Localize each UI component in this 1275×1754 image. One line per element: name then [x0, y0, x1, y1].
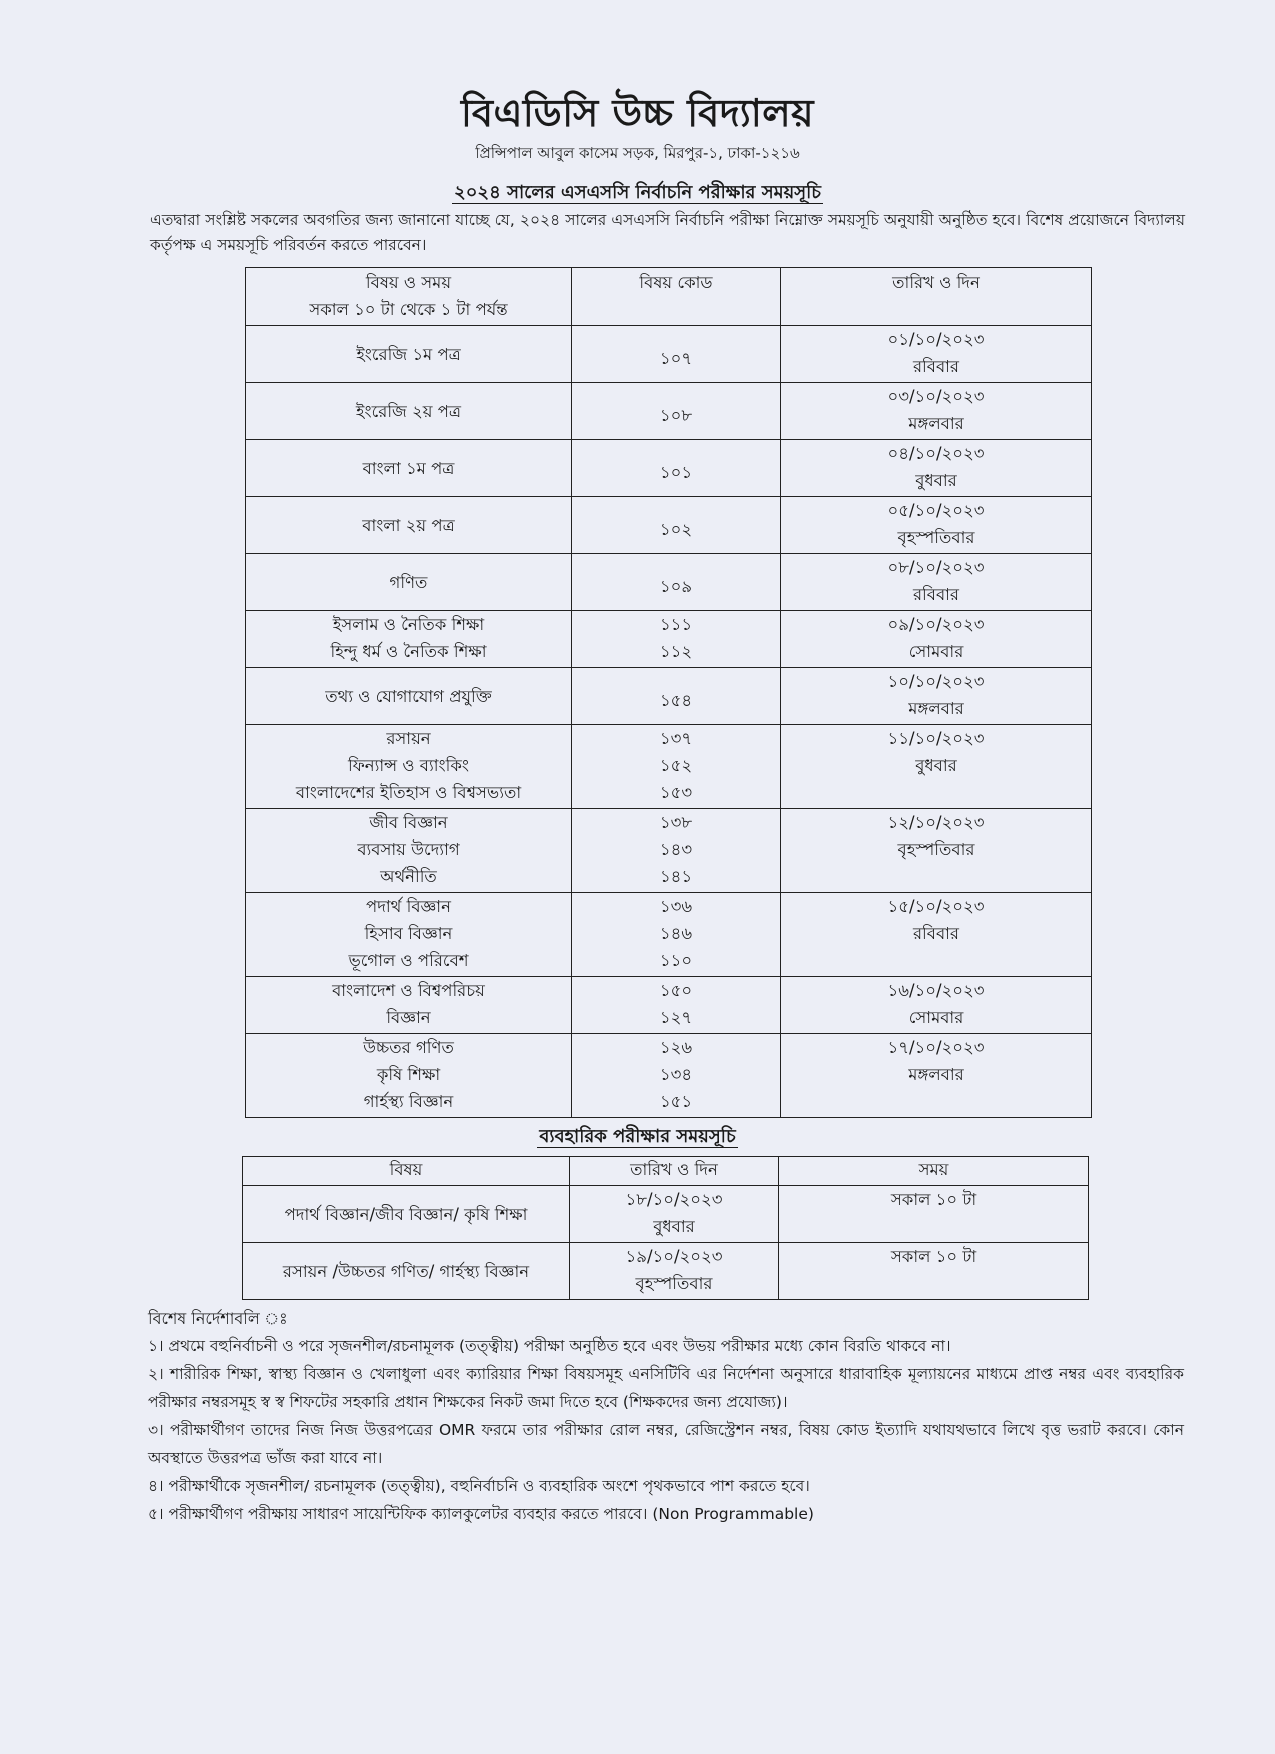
exam-subject: তথ্য ও যোগাযোগ প্রযুক্তি: [325, 686, 492, 706]
exam-subject: বাংলা ২য় পত্র: [362, 515, 455, 535]
header-subject-line2: সকাল ১০ টা থেকে ১ টা পর্যন্ত: [309, 300, 508, 319]
exam-subject: কৃষি শিক্ষা: [376, 1065, 441, 1084]
exam-code: ১২৬: [659, 1038, 693, 1057]
exam-row: [246, 554, 1092, 611]
exam-code: ১৩৪: [659, 1065, 693, 1084]
exam-date: ০৮/১০/২০২৩: [887, 558, 985, 577]
practical-subject: রসায়ন /উচ্চতর গণিত/ গার্হস্থ্য বিজ্ঞান: [243, 1243, 570, 1300]
practical-row: [243, 1186, 1089, 1243]
exam-date-cell: [781, 611, 1092, 668]
exam-code-cell: [572, 809, 781, 893]
practical-title-text: ব্যবহারিক পরীক্ষার সময়সূচি: [539, 1126, 736, 1147]
exam-row: [246, 440, 1092, 497]
exam-subject: অর্থনীতি: [380, 867, 437, 886]
exam-date: ০৩/১০/২০২৩: [887, 387, 985, 406]
exam-code: ১০৭: [659, 348, 693, 368]
exam-subject-cell: [246, 809, 572, 893]
exam-row: [246, 809, 1092, 893]
exam-subject-cell: [246, 554, 572, 611]
exam-code: ১১০: [659, 951, 693, 970]
exam-date: ১০/১০/২০২৩: [887, 672, 985, 691]
exam-row: [246, 893, 1092, 977]
exam-code: ১৫৩: [659, 783, 693, 802]
exam-row: [246, 611, 1092, 668]
school-address: প্রিন্সিপাল আবুল কাসেম সড়ক, মিরপুর-১, ঢাকা-১২১৬: [475, 144, 800, 162]
exam-row: [246, 668, 1092, 725]
practical-title: [0, 1122, 1275, 1153]
exam-row: [246, 326, 1092, 383]
exam-day: বুধবার: [915, 756, 957, 775]
exam-row: [246, 1034, 1092, 1118]
instructions-list: [148, 1332, 1184, 1528]
exam-code: ১৩৭: [659, 729, 693, 748]
instruction-item: ৩। পরীক্ষার্থীগণ তাদের নিজ নিজ উত্তরপত্রের OMR ফরমে তার পরীক্ষার রোল নম্বর, রেজিস্ট্রেশন নম্বর, বিষয় কোড ইত্যাদি যথাযথভাবে লিখে বৃত্ত ভরাট করবে। কোন অবস্থাতে উত্তরপত্র ভাঁজ করা যাবে না।: [148, 1421, 1184, 1467]
header-date: তারিখ ও দিন: [781, 268, 1092, 326]
practical-header-subject: বিষয়: [243, 1157, 570, 1186]
exam-subject-cell: [246, 326, 572, 383]
exam-date-cell: [781, 668, 1092, 725]
exam-code-cell: [572, 1034, 781, 1118]
practical-date: ১৮/১০/২০২৩: [625, 1190, 723, 1209]
exam-subject: ইংরেজি ১ম পত্র: [356, 344, 461, 364]
exam-date-cell: [781, 554, 1092, 611]
exam-subject: ফিন্যান্স ও ব্যাংকিং: [347, 756, 470, 775]
exam-date-cell: [781, 326, 1092, 383]
exam-date: ০৯/১০/২০২৩: [887, 615, 985, 634]
exam-code: ১২৭: [659, 1008, 693, 1027]
exam-date: ১৬/১০/২০২৩: [887, 981, 985, 1000]
schedule-title: [0, 178, 1275, 209]
exam-subject: বাংলাদেশের ইতিহাস ও বিশ্বসভ্যতা: [295, 783, 522, 802]
exam-date-cell: [781, 497, 1092, 554]
exam-code: ১০২: [659, 519, 693, 539]
intro-paragraph: এতদ্বারা সংশ্লিষ্ট সকলের অবগতির জন্য জানানো যাচ্ছে যে, ২০২৪ সালের এসএসসি নির্বাচনি পরীক্ষা নিম্নোক্ত সময়সূচি অনুযায়ী অনুষ্ঠিত হবে। বিশেষ প্রয়োজনে বিদ্যালয় কর্তৃপক্ষ এ সময়সূচি পরিবর্তন করতে পারবেন।: [150, 211, 1185, 254]
exam-subject-cell: [246, 1034, 572, 1118]
exam-day: বুধবার: [915, 471, 957, 490]
exam-subject: ইসলাম ও নৈতিক শিক্ষা: [332, 615, 485, 634]
exam-code-cell: [572, 611, 781, 668]
exam-day: মঙ্গলবার: [908, 1065, 964, 1084]
exam-date: ১৫/১০/২০২৩: [887, 897, 985, 916]
exam-code: ১৫১: [659, 1092, 693, 1111]
exam-date-cell: [781, 809, 1092, 893]
exam-code: ১০৮: [659, 405, 693, 425]
exam-subject-cell: [246, 611, 572, 668]
practical-header-time: সময়: [779, 1157, 1089, 1186]
exam-day: বৃহস্পতিবার: [897, 528, 975, 547]
exam-code-cell: [572, 668, 781, 725]
exam-date: ১৭/১০/২০২৩: [887, 1038, 985, 1057]
exam-day: রবিবার: [912, 585, 960, 604]
exam-code-cell: [572, 326, 781, 383]
exam-subject-cell: [246, 977, 572, 1034]
practical-day: বুধবার: [653, 1217, 695, 1236]
school-name: বিএডিসি উচ্চ বিদ্যালয়: [460, 91, 814, 135]
exam-code: ১০১: [659, 462, 693, 482]
exam-date-cell: [781, 725, 1092, 809]
exam-day: রবিবার: [912, 924, 960, 943]
practical-date: ১৯/১০/২০২৩: [625, 1247, 723, 1266]
exam-row: [246, 725, 1092, 809]
exam-date-cell: [781, 1034, 1092, 1118]
exam-subject: হিন্দু ধর্ম ও নৈতিক শিক্ষা: [330, 642, 487, 661]
exam-date: ০৪/১০/২০২৩: [887, 444, 985, 463]
exam-code: ১৪১: [659, 867, 693, 886]
exam-schedule-table: [245, 267, 1092, 1118]
exam-subject: জীব বিজ্ঞান: [369, 813, 448, 832]
exam-row: [246, 497, 1092, 554]
practical-schedule-table: [242, 1156, 1089, 1300]
exam-day: রবিবার: [912, 357, 960, 376]
header-subject-line1: বিষয় ও সময়: [365, 273, 452, 292]
exam-code-cell: [572, 497, 781, 554]
exam-subject: বিজ্ঞান: [386, 1008, 431, 1027]
exam-subject-cell: [246, 440, 572, 497]
practical-date-cell: [570, 1243, 779, 1300]
exam-code: ১৫২: [659, 756, 693, 775]
exam-day: সোমবার: [908, 1008, 964, 1027]
exam-subject-cell: [246, 893, 572, 977]
exam-subject: উচ্চতর গণিত: [363, 1038, 454, 1057]
exam-subject: গার্হস্থ্য বিজ্ঞান: [363, 1092, 454, 1111]
exam-code-cell: [572, 383, 781, 440]
exam-day: সোমবার: [908, 642, 964, 661]
header-subject: [246, 268, 572, 326]
exam-subject-cell: [246, 668, 572, 725]
exam-code: ১৫০: [659, 981, 693, 1000]
exam-date-cell: [781, 440, 1092, 497]
exam-code-cell: [572, 554, 781, 611]
exam-code: ১১২: [659, 642, 693, 661]
instruction-item: ৪। পরীক্ষার্থীকে সৃজনশীল/ রচনামূলক (তত্ত্বীয়), বহুনির্বাচনি ও ব্যবহারিক অংশে পৃথকভাবে পাশ করতে হবে।: [148, 1477, 810, 1495]
exam-date-cell: [781, 383, 1092, 440]
practical-row: [243, 1243, 1089, 1300]
exam-code: ১৫৪: [659, 690, 693, 710]
exam-code-cell: [572, 725, 781, 809]
exam-date-cell: [781, 977, 1092, 1034]
exam-date-cell: [781, 893, 1092, 977]
exam-code: ১৪৩: [659, 840, 693, 859]
exam-code: ১৩৮: [659, 813, 693, 832]
instruction-item: ৫। পরীক্ষার্থীগণ পরীক্ষায় সাধারণ সায়েন্টিফিক ক্যালকুলেটর ব্যবহার করতে পারবে। (Non Programmable): [148, 1505, 814, 1523]
exam-row: [246, 383, 1092, 440]
exam-day: মঙ্গলবার: [908, 699, 964, 718]
exam-subject: পদার্থ বিজ্ঞান: [366, 897, 451, 916]
exam-subject-cell: [246, 497, 572, 554]
exam-subject: ইংরেজি ২য় পত্র: [355, 401, 462, 421]
practical-table-header: [243, 1157, 1089, 1186]
exam-day: বৃহস্পতিবার: [897, 840, 975, 859]
practical-time: সকাল ১০ টা: [779, 1243, 1089, 1300]
exam-subject: রসায়ন: [386, 729, 431, 748]
practical-date-cell: [570, 1186, 779, 1243]
exam-subject-cell: [246, 725, 572, 809]
exam-subject: ব্যবসায় উদ্যোগ: [357, 840, 460, 859]
instruction-item: ১। প্রথমে বহুনির্বাচনী ও পরে সৃজনশীল/রচনামূলক (তত্ত্বীয়) পরীক্ষা অনুষ্ঠিত হবে এবং উভয় পরীক্ষার মধ্যে কোন বিরতি থাকবে না।: [148, 1337, 951, 1355]
exam-subject: বাংলাদেশ ও বিশ্বপরিচয়: [332, 981, 485, 1000]
exam-code: ১০৯: [659, 576, 693, 596]
exam-row: [246, 977, 1092, 1034]
exam-date: ০১/১০/২০২৩: [887, 330, 985, 349]
instruction-item: ২। শারীরিক শিক্ষা, স্বাস্থ্য বিজ্ঞান ও খেলাধুলা এবং ক্যারিয়ার শিক্ষা বিষয়সমূহ এনসিটিবি এর নির্দেশনা অনুসারে ধারাবাহিক মূল্যায়নের মাধ্যমে প্রাপ্ত নম্বর এবং ব্যবহারিক পরীক্ষার নম্বরসমূহ স্ব স্ব শিফটের সহকারি প্রধান শিক্ষকের নিকট জমা দিতে হবে (শিক্ষকদের জন্য প্রযোজ্য)।: [148, 1365, 1184, 1411]
exam-day: মঙ্গলবার: [908, 414, 964, 433]
practical-time: সকাল ১০ টা: [779, 1186, 1089, 1243]
schedule-title-text: ২০২৪ সালের এসএসসি নির্বাচনি পরীক্ষার সময়সূচি: [454, 182, 821, 203]
exam-code: ১৪৬: [659, 924, 693, 943]
exam-subject: বাংলা ১ম পত্র: [362, 458, 455, 478]
practical-header-date: তারিখ ও দিন: [570, 1157, 779, 1186]
instructions-title: বিশেষ নির্দেশাবলি ঃ: [148, 1309, 288, 1328]
exam-subject-cell: [246, 383, 572, 440]
exam-code-cell: [572, 977, 781, 1034]
exam-code-cell: [572, 893, 781, 977]
exam-date: ১২/১০/২০২৩: [887, 813, 985, 832]
practical-day: বৃহস্পতিবার: [635, 1274, 713, 1293]
header-code: বিষয় কোড: [572, 268, 781, 326]
practical-subject: পদার্থ বিজ্ঞান/জীব বিজ্ঞান/ কৃষি শিক্ষা: [243, 1186, 570, 1243]
exam-date: ০৫/১০/২০২৩: [887, 501, 985, 520]
exam-subject: গণিত: [389, 572, 428, 592]
exam-subject: ভূগোল ও পরিবেশ: [348, 951, 469, 970]
exam-subject: হিসাব বিজ্ঞান: [364, 924, 453, 943]
exam-code: ১৩৬: [659, 897, 693, 916]
exam-code-cell: [572, 440, 781, 497]
exam-date: ১১/১০/২০২৩: [887, 729, 985, 748]
exam-code: ১১১: [659, 615, 693, 634]
exam-table-header: [246, 268, 1092, 326]
